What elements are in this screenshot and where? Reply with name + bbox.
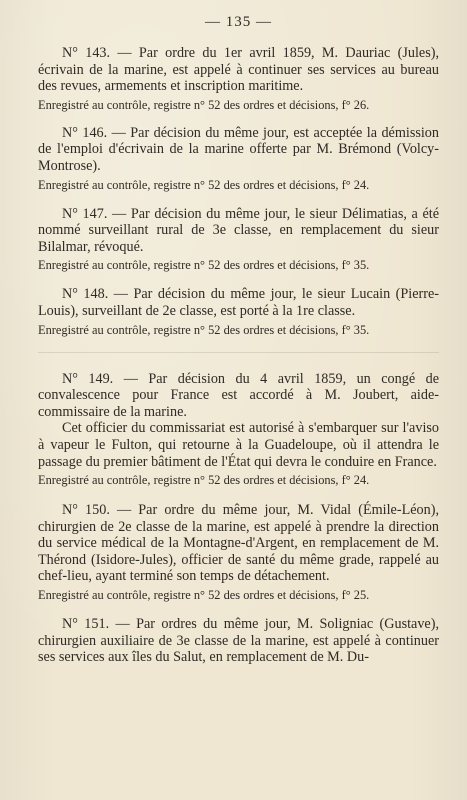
entry-151-paragraph: N° 151. — Par ordres du même jour, M. Soligniac (Gustave), chirurgien auxiliaire de 3e classe de la marine, est appelé à continuer ses services aux îles du Salut, en remplacement de M. Du- — [38, 616, 439, 666]
entry-147-registration: Enregistré au contrôle, registre n° 52 des ordres et décisions, f° 35. — [38, 258, 370, 273]
entry-143 — [38, 45, 439, 113]
entry-150-registration: Enregistré au contrôle, registre n° 52 des ordres et décisions, f° 25. — [38, 588, 370, 603]
entry-150-paragraph: N° 150. — Par ordre du même jour, M. Vidal (Émile-Léon), chirurgien de 2e classe de la marine, est appelé à prendre la direction du service médical de la Montagne-d'Argent, en remplacement de M. Thérond (Isidore-Jules), officier de santé du même grade, rappelé au chef-lieu, ayant terminé son temps de détachement. — [38, 502, 439, 585]
entry-143-paragraph: N° 143. — Par ordre du 1er avril 1859, M. Dauriac (Jules), écrivain de la marine, est appelé à continuer ses services au bureau des revues, armements et inscription maritime. — [38, 45, 439, 95]
entry-150 — [38, 502, 439, 603]
entry-148-registration: Enregistré au contrôle, registre n° 52 des ordres et décisions, f° 35. — [38, 322, 370, 337]
entry-147 — [38, 206, 439, 274]
entry-149-registration: Enregistré au contrôle, registre n° 52 des ordres et décisions, f° 24. — [38, 473, 370, 488]
entry-147-paragraph: N° 147. — Par décision du même jour, le sieur Délimatias, a été nommé surveillant rural de 3e classe, en remplacement du sieur Bilalmar, révoqué. — [38, 205, 439, 255]
entry-146-registration: Enregistré au contrôle, registre n° 52 des ordres et décisions, f° 24. — [38, 177, 370, 192]
entry-149 — [38, 371, 439, 489]
section-divider — [38, 352, 439, 353]
entry-148 — [38, 286, 439, 337]
entry-146 — [38, 125, 439, 193]
entry-149-paragraph: N° 149. — Par décision du 4 avril 1859, un congé de convalescence pour France est accordé à M. Joubert, aide-commissaire de la marine. — [38, 370, 439, 420]
entry-148-paragraph: N° 148. — Par décision du même jour, le sieur Lucain (Pierre-Louis), surveillant de 2e classe, est porté à la 1re classe. — [38, 286, 439, 319]
page-number: — 135 — — [205, 14, 272, 30]
entry-146-paragraph: N° 146. — Par décision du même jour, est acceptée la démission de l'emploi d'écrivain de la marine offerte par M. Brémond (Volcy-Montrose). — [38, 124, 439, 174]
entry-143-registration: Enregistré au contrôle, registre n° 52 des ordres et décisions, f° 26. — [38, 97, 370, 112]
entry-149-paragraph-2: Cet officier du commissariat est autorisé à s'embarquer sur l'aviso à vapeur le Fulton, qui retourne à la Guadeloupe, où il attendra le passage du premier bâtiment de l'État qui devra le conduire en France. — [38, 420, 439, 470]
entry-151 — [38, 616, 439, 666]
